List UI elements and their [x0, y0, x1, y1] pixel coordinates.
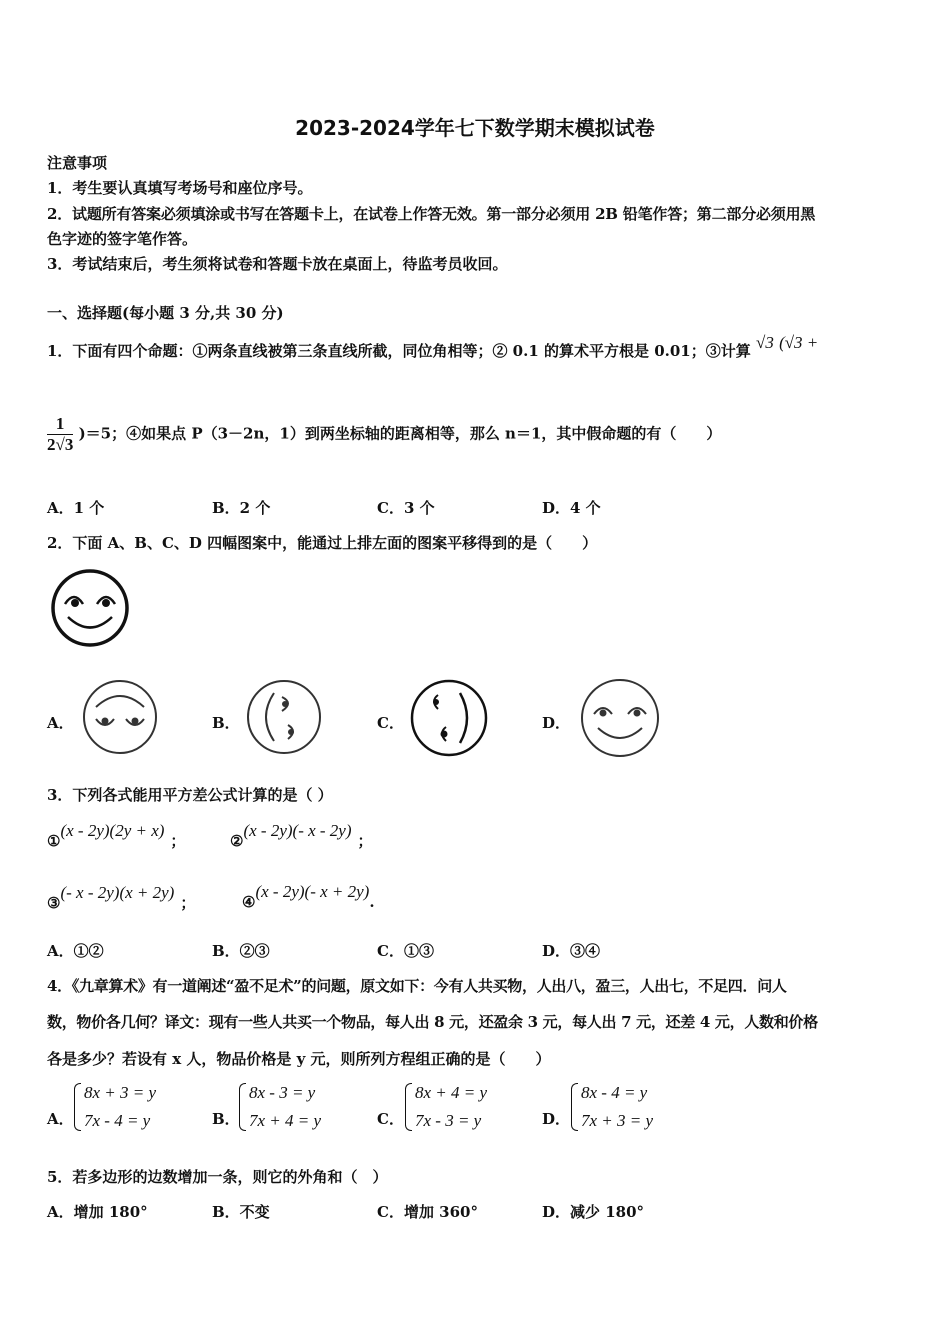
q5-option-b: B．不变	[212, 1203, 270, 1221]
smiley-face-option-b	[244, 677, 324, 757]
section-heading: 一、选择题(每小题 3 分,共 30 分)	[47, 304, 284, 322]
q1-text	[47, 333, 819, 361]
q5-option-a: A．增加 180°	[47, 1203, 148, 1221]
q3-expression-2: ②(x - 2y)(- x - 2y)；	[230, 821, 373, 850]
q1-line2: )＝5；④如果点 P（3－2n，1）到两坐标轴的距离相等，那么 n＝1，其中假命题的有（ ）	[78, 424, 722, 443]
notice-item: 2．试题所有答案必须填涂或书写在答题卡上，在试卷上作答无效。第一部分必须用 2B 铅笔作答；第二部分必须用黑	[47, 205, 816, 223]
q1-fraction-den: 2√3	[47, 435, 74, 454]
notice-item: 3．考试结束后，考生须将试卷和答题卡放在桌面上，待监考员收回。	[47, 255, 508, 273]
q1-paren-sqrt3: (√3 +	[779, 333, 819, 352]
q2-option-b-label: B．	[212, 714, 240, 732]
q1-option-c: C．3 个	[377, 499, 435, 517]
equation: 8x - 4 = y	[581, 1083, 648, 1102]
q4-option-a-label: A．	[47, 1110, 74, 1128]
page-title: 2023-2024学年七下数学期末模拟试卷	[295, 116, 655, 140]
q4-line1: 4．《九章算术》有一道阐述“盈不足术”的问题，原文如下：今有人共买物，人出八，盈三，人出七，不足四．问人	[47, 977, 787, 995]
q1-line1: 1．下面有四个命题：①两条直线被第三条直线所截，同位角相等；② 0.1 的算术平方根是 0.01；③计算	[47, 342, 751, 360]
q4-option-a-system	[72, 1079, 156, 1135]
q4-option-c-label: C．	[377, 1110, 404, 1128]
equation: 7x + 4 = y	[249, 1111, 322, 1130]
q2-text: 2．下面 A、B、C、D 四幅图案中，能通过上排左面的图案平移得到的是（ ）	[47, 534, 598, 552]
equation: 7x + 3 = y	[581, 1111, 654, 1130]
q1-text-2	[47, 414, 721, 455]
q2-option-a-label: A．	[47, 714, 74, 732]
q5-option-c: C．增加 360°	[377, 1203, 478, 1221]
q3-expression-4: ④(x - 2y)(- x + 2y).	[242, 882, 375, 911]
q3-expression-3: ③(- x - 2y)(x + 2y)；	[47, 883, 196, 912]
q4-line2: 数，物价各几何？译文：现有一些人共买一个物品，每人出 8 元，还盈余 3 元，每人出 7 元，还差 4 元，人数和价格	[47, 1013, 818, 1031]
equation: 8x + 3 = y	[84, 1083, 157, 1102]
equation: 7x - 4 = y	[84, 1111, 151, 1130]
q4-line3: 各是多少？若设有 x 人，物品价格是 y 元，则所列方程组正确的是（ ）	[47, 1050, 551, 1068]
q4-option-d-label: D．	[542, 1110, 571, 1128]
smiley-face-original	[48, 566, 132, 650]
q3-expression-1: ①(x - 2y)(2y + x)；	[47, 821, 186, 850]
equation: 8x + 4 = y	[415, 1083, 488, 1102]
q5-option-d: D．减少 180°	[542, 1203, 645, 1221]
notice-item: 色字迹的签字笔作答。	[47, 230, 198, 248]
q1-fraction-num: 1	[47, 414, 73, 435]
q1-option-a: A．1 个	[47, 499, 105, 517]
q4-option-d-system	[569, 1079, 653, 1135]
q3-text: 3．下列各式能用平方差公式计算的是（ ）	[47, 786, 333, 804]
q4-option-c-system	[403, 1079, 487, 1135]
q1-fraction	[47, 414, 73, 455]
q1-sqrt3: √3	[755, 333, 774, 352]
q3-option-b: B．②③	[212, 942, 270, 960]
equation: 8x - 3 = y	[249, 1083, 316, 1102]
q2-option-c-label: C．	[377, 714, 404, 732]
q1-option-d: D．4 个	[542, 499, 601, 517]
smiley-face-option-a	[80, 677, 160, 757]
q1-option-b: B．2 个	[212, 499, 271, 517]
q3-option-a: A．①②	[47, 942, 104, 960]
smiley-face-option-d	[578, 676, 662, 760]
notice-item: 1．考生要认真填写考场号和座位序号。	[47, 179, 313, 197]
q3-option-c: C．①③	[377, 942, 434, 960]
q3-option-d: D．③④	[542, 942, 601, 960]
smiley-face-option-c	[408, 677, 490, 759]
q4-option-b-system	[237, 1079, 321, 1135]
equation: 7x - 3 = y	[415, 1111, 482, 1130]
notice-heading: 注意事项	[47, 154, 108, 172]
q5-text: 5．若多边形的边数增加一条，则它的外角和（ ）	[47, 1168, 388, 1186]
q2-option-d-label: D．	[542, 714, 571, 732]
q4-option-b-label: B．	[212, 1110, 240, 1128]
